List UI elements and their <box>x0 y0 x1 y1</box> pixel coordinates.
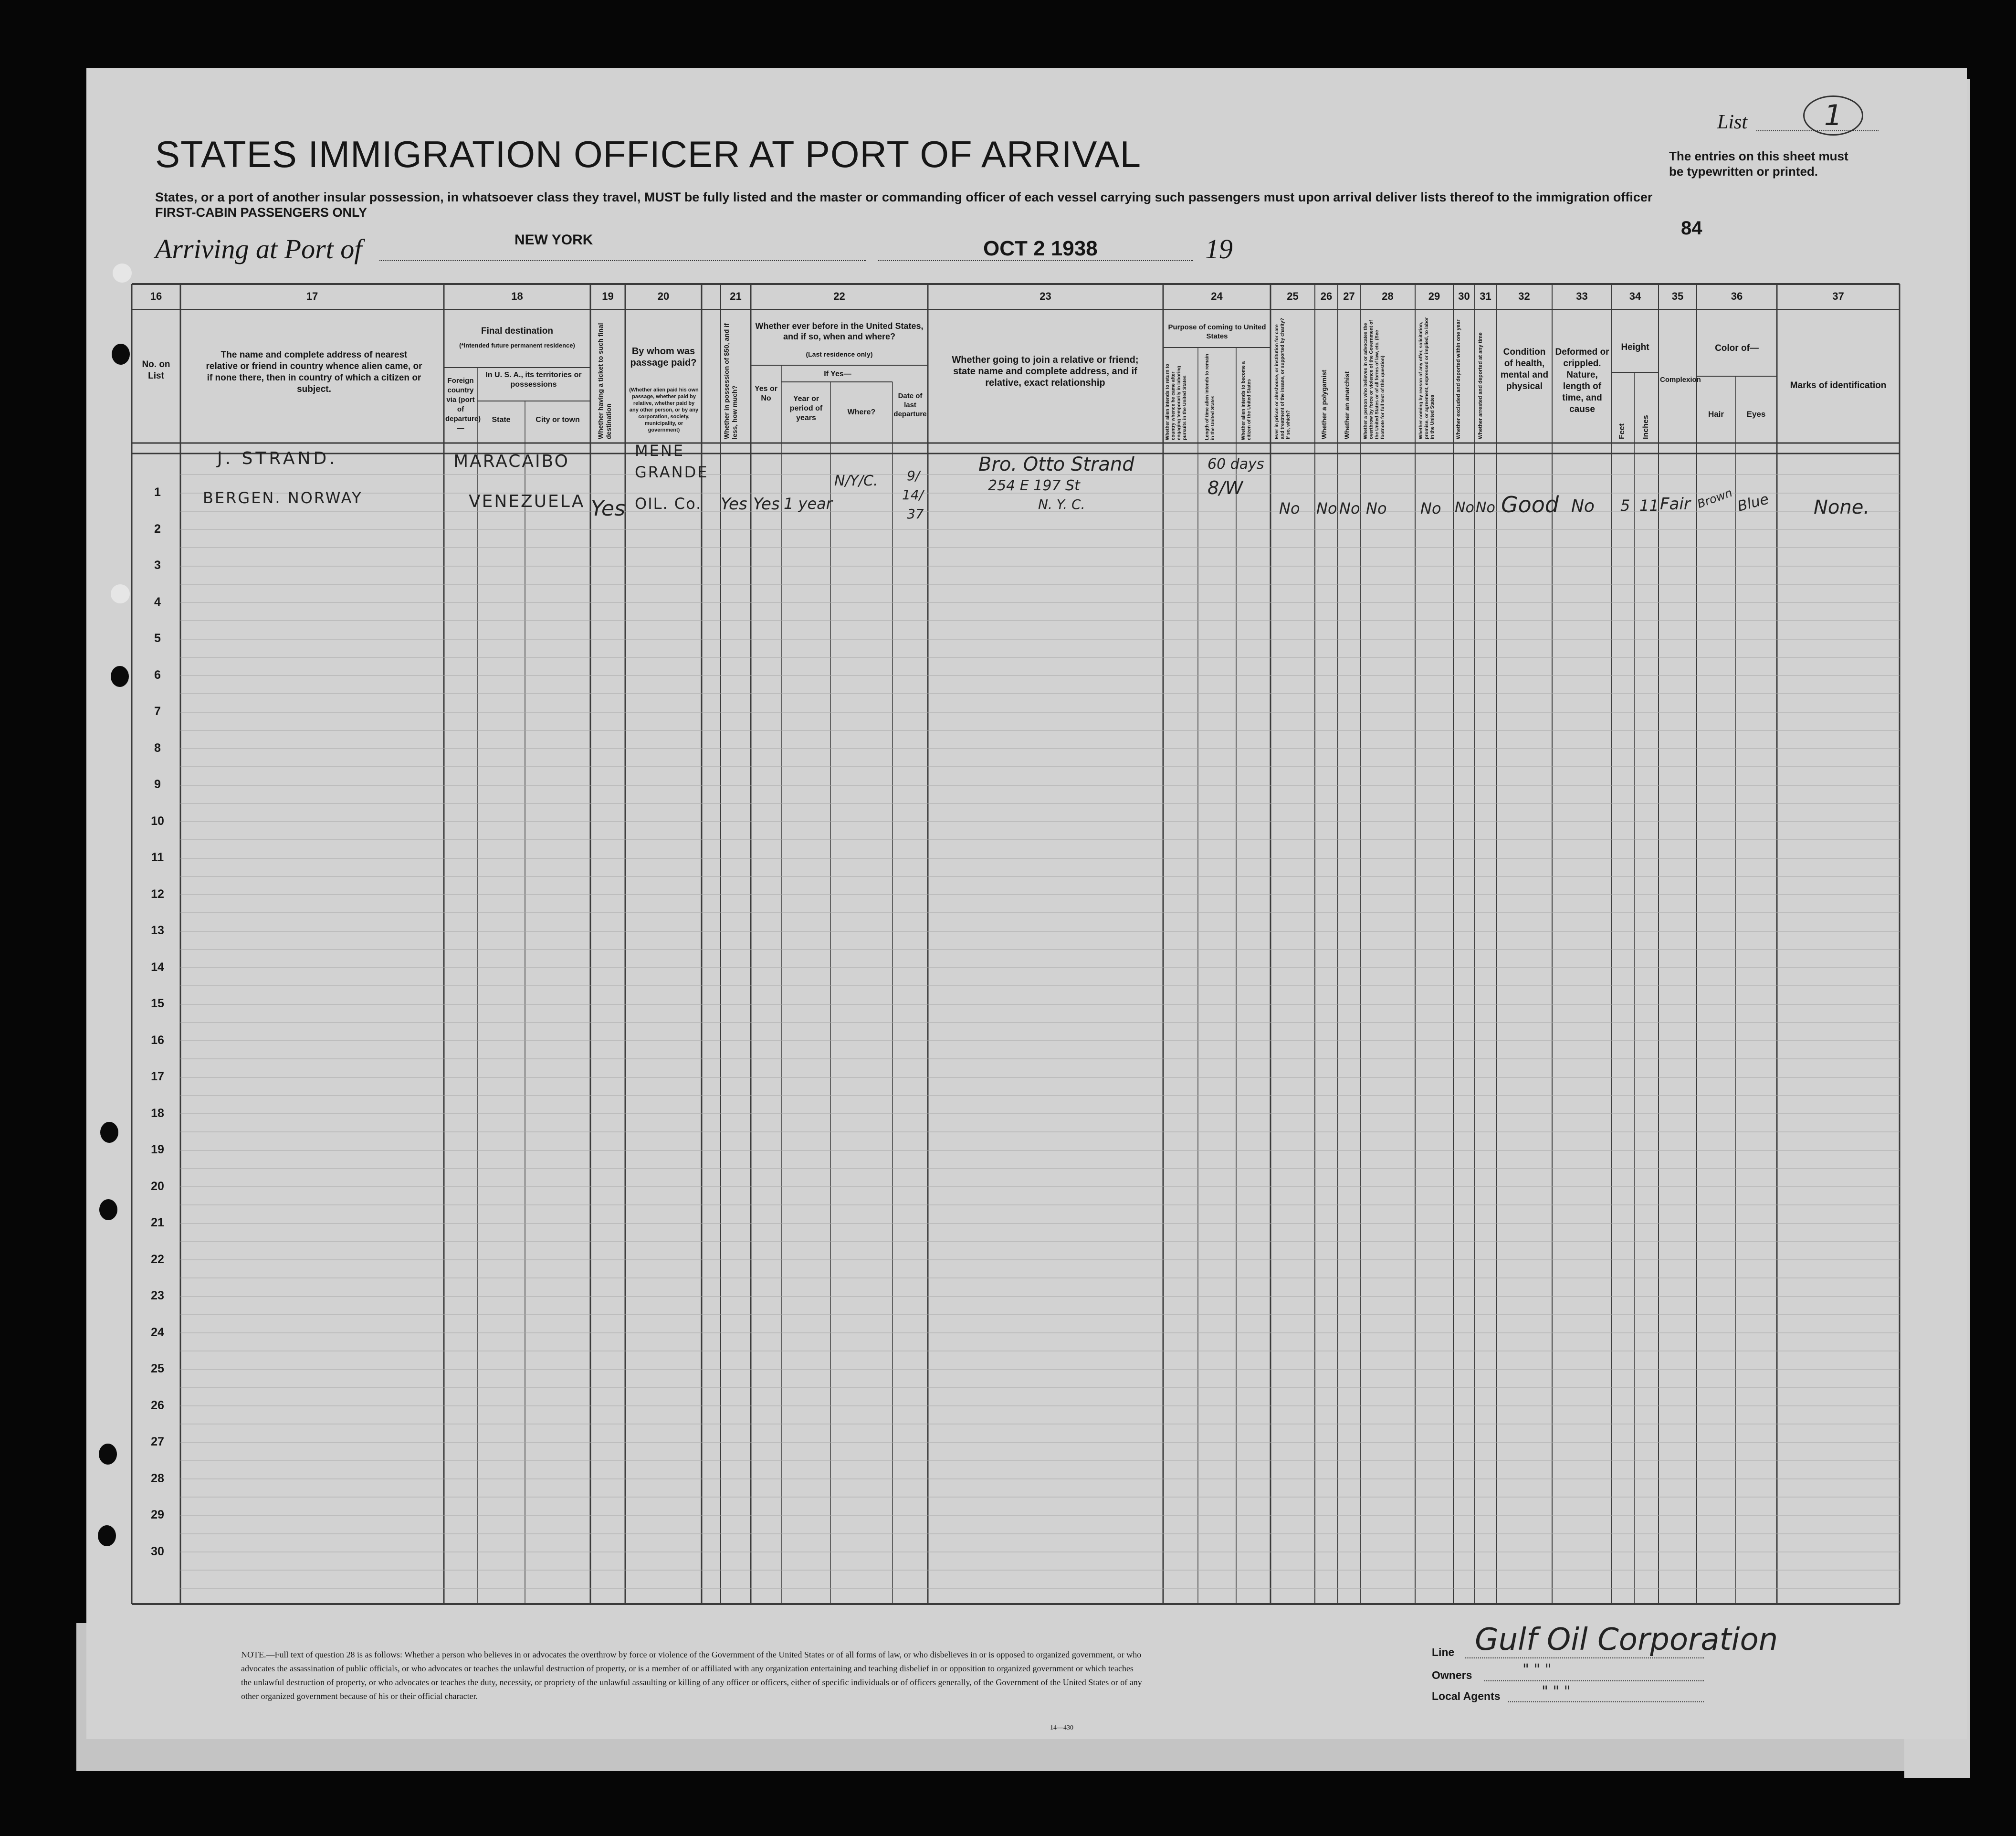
row-number: 1 <box>154 485 161 499</box>
date-departure-day: 14/ <box>902 487 924 503</box>
header-deformed: Deformed or crippled. Nature, length of time, and cause <box>1555 347 1609 414</box>
owners-rule <box>1484 1680 1704 1681</box>
col-num-22: 22 <box>833 290 845 302</box>
header-prison: Ever in prison or almshouse, or institution for care and treatment of the insane, or supported by charity? If so, which? <box>1274 318 1291 439</box>
header-passage-paid-note: (Whether alien paid his own passage, whether paid by relative, whether paid by any other person, or by any corporation, society, municipality, or government) <box>629 387 699 433</box>
col-num-31: 31 <box>1480 290 1491 302</box>
line-label: Line <box>1432 1646 1455 1658</box>
header-complexion: Complexion <box>1660 376 1701 384</box>
passage-paid-3: OIL. Co. <box>635 495 702 513</box>
col-num-28: 28 <box>1382 290 1394 302</box>
row-number: 30 <box>151 1544 164 1558</box>
relative-name: J. STRAND. <box>217 449 338 468</box>
header-passage-paid: By whom was passage paid? <box>630 346 697 368</box>
joining-relative: Bro. Otto Strand <box>978 454 1134 475</box>
row-number: 2 <box>154 522 161 536</box>
footnote-question-28: NOTE.—Full text of question 28 is as follows: Whether a person who believes in or advocates the overthrow by force or violence of the Government of the United States or of all forms of law, or who disbelieves in or is opposed to organized government, or who advocates the assassination of public officials, or who advocates or teaches the unlawful destruction of property, or is a member of or affiliated with any organization entertaining and teaching disbelief in or opposition to organized government or which teaches the unlawful destruction of property, or who advocates or teaches the duty, necessity, or propriety of the unlawful assaulting or killing of any officer or officers, either of specific individuals or of officers generally, of the Government of the United States or of any other organized government because of his or their official character. <box>241 1650 1142 1701</box>
header-arrested: Whether arrested and deported at any time <box>1478 332 1483 439</box>
height-feet: 5 <box>1620 496 1630 515</box>
date-stamp: OCT 2 1938 <box>983 237 1098 260</box>
page-number: 84 <box>1681 218 1702 239</box>
row-number: 11 <box>151 851 164 864</box>
header-overthrow: Whether a person who believes in or advocates the overthrow by force or violence of the Government of the United States or of all forms of law, etc. (See footnote for full text of this question) <box>1363 320 1386 439</box>
header-anarchist: Whether an anarchist <box>1343 371 1351 439</box>
hair-color: Brown <box>1695 485 1734 511</box>
row-number: 10 <box>151 814 164 828</box>
header-possession-50: Whether in possession of $50, and if less, how much? <box>723 323 738 439</box>
health: Good <box>1501 492 1559 517</box>
row-number: 3 <box>154 559 161 572</box>
header-relative-address: The name and complete address of nearest relative or friend in country whence alien came, or if none there, then in country of which a citizen or subject. <box>206 350 422 394</box>
deformed: No <box>1571 496 1595 516</box>
date-departure-year: 37 <box>907 506 924 522</box>
row-number: 21 <box>151 1216 164 1229</box>
row-number: 28 <box>151 1471 164 1485</box>
purpose-mark: 8/W <box>1208 477 1243 498</box>
relative-address: BERGEN. NORWAY <box>203 489 363 507</box>
form-title: STATES IMMIGRATION OFFICER AT PORT OF ARRIVAL <box>155 133 1142 175</box>
col-num-34: 34 <box>1629 290 1641 302</box>
header-inches: Inches <box>1642 415 1650 439</box>
row-number: 15 <box>151 997 164 1010</box>
form-subtitle: States, or a port of another insular possession, in whatsoever class they travel, MUST be fully listed and the master or commanding officer of each vessel carrying such passengers must upon arrival deliver lists thereof to the immigration officer <box>155 190 1653 204</box>
row-number: 29 <box>151 1508 164 1521</box>
header-offer-labor: Whether coming by reason of any offer, solicitation, promise, or agreement, expressed or implied, to labor in the United States <box>1418 317 1435 439</box>
col-num-24: 24 <box>1211 290 1223 302</box>
header-period: Year or period of years <box>789 395 823 422</box>
date-departure-month: 9/ <box>907 468 920 484</box>
row-number: 24 <box>151 1325 164 1339</box>
foreign-port: MARACAIBO <box>453 452 570 471</box>
header-foreign-country: Foreign country via (port of departure)— <box>445 377 481 433</box>
header-hair: Hair <box>1708 410 1724 419</box>
col-num-26: 26 <box>1320 290 1333 302</box>
header-yes-no: Yes or No <box>754 385 778 402</box>
row-number: 7 <box>154 705 161 718</box>
header-in-usa: In U. S. A., its territories or possessions <box>485 371 582 389</box>
header-final-destination: Final destination <box>481 326 553 336</box>
row-number: 23 <box>151 1289 164 1302</box>
height-inches: 11 <box>1639 496 1659 515</box>
passenger-class: FIRST-CABIN PASSENGERS ONLY <box>155 205 368 220</box>
header-feet: Feet <box>1618 423 1626 439</box>
row-number: 27 <box>151 1435 164 1448</box>
header-state: State <box>492 416 511 424</box>
before-in-us: Yes <box>753 495 780 514</box>
header-last-residence: (Last residence only) <box>806 350 873 358</box>
col-num-16: 16 <box>150 290 162 302</box>
header-date-departure: Date of last departure <box>893 392 927 418</box>
row-number: 13 <box>151 924 164 937</box>
col-num-30: 30 <box>1458 290 1470 302</box>
row-number: 16 <box>151 1033 164 1047</box>
local-agents-label: Local Agents <box>1432 1690 1501 1702</box>
purpose-length: 60 days <box>1208 456 1264 473</box>
col-num-21: 21 <box>730 290 742 302</box>
col-num-37: 37 <box>1832 290 1844 302</box>
col-num-17: 17 <box>306 290 318 302</box>
offer-labor: No <box>1420 499 1441 517</box>
excluded: No <box>1455 499 1474 516</box>
identification-marks: None. <box>1814 496 1870 518</box>
header-color-of: Color of— <box>1715 343 1759 353</box>
ticket: Yes <box>591 496 626 521</box>
col-num-29: 29 <box>1428 290 1440 302</box>
col-num-35: 35 <box>1671 290 1684 302</box>
row-number: 12 <box>151 887 164 901</box>
col-num-25: 25 <box>1287 290 1299 302</box>
header-no-on-list: No. on List <box>142 359 170 381</box>
row-number: 26 <box>151 1398 164 1412</box>
line-signature: Gulf Oil Corporation <box>1475 1622 1778 1657</box>
row-number: 8 <box>154 741 161 755</box>
header-join-relative: Whether going to join a relative or friend; state name and complete address, and if relative, exact relationship <box>952 355 1139 388</box>
where-before: N/Y/C. <box>834 473 878 489</box>
col-num-27: 27 <box>1343 290 1355 302</box>
col-num-18: 18 <box>511 290 523 302</box>
header-purpose-citizen: Whether alien intends to become a citizen of the United States <box>1241 361 1252 440</box>
eye-color: Blue <box>1735 491 1771 515</box>
period-years: 1 year <box>784 495 832 513</box>
list-number: 1 <box>1803 95 1863 136</box>
row-number: 9 <box>154 778 161 791</box>
header-final-destination-note: (*Intended future permanent residence) <box>459 342 575 349</box>
port-stamp: NEW YORK <box>514 232 593 248</box>
header-eyes: Eyes <box>1746 410 1766 419</box>
complexion: Fair <box>1660 495 1690 514</box>
header-health: Condition of health, mental and physical <box>1500 347 1549 391</box>
col-num-20: 20 <box>657 290 670 302</box>
row-number: 17 <box>151 1070 164 1083</box>
header-if-yes: If Yes— <box>824 370 851 378</box>
col-num-32: 32 <box>1518 290 1530 302</box>
entries-note-2: be typewritten or printed. <box>1669 164 1818 179</box>
arriving-label: Arriving at Port of <box>155 233 362 264</box>
polygamist: No <box>1316 499 1337 517</box>
row-number: 22 <box>151 1252 164 1266</box>
row-number: 4 <box>154 595 161 609</box>
joining-address: 254 E 197 St <box>988 477 1080 494</box>
row-number: 14 <box>151 960 164 974</box>
row-number: 6 <box>154 668 161 682</box>
col-num-33: 33 <box>1576 290 1588 302</box>
agents-value: " " " <box>1542 1683 1571 1700</box>
list-label: List <box>1717 111 1748 133</box>
header-polygamist: Whether a polygamist <box>1320 369 1328 439</box>
col-num-23: 23 <box>1040 290 1051 302</box>
year-prefix: 19 <box>1205 233 1233 264</box>
agents-rule <box>1508 1701 1704 1702</box>
header-purpose-return: Whether alien intends to return to country whence he came after engaging temporarily in laboring pursuits in the United States <box>1165 363 1187 440</box>
form-code: 14—430 <box>1050 1724 1073 1731</box>
arrested: No <box>1476 499 1495 516</box>
row-number: 18 <box>151 1106 164 1120</box>
owners-label: Owners <box>1432 1669 1472 1681</box>
owners-value: " " " <box>1522 1661 1552 1678</box>
row-number: 20 <box>151 1179 164 1193</box>
foreign-country: VENEZUELA <box>469 492 585 511</box>
header-ever-before: Whether ever before in the United States, and if so, when and where? <box>755 321 924 341</box>
passage-paid-2: GRANDE <box>635 463 709 481</box>
passage-paid-1: MENE <box>635 442 684 460</box>
row-number: 25 <box>151 1362 164 1375</box>
header-height: Height <box>1621 342 1649 352</box>
anarchist: No <box>1339 499 1360 517</box>
prison: No <box>1279 499 1300 517</box>
joining-city: N. Y. C. <box>1038 496 1085 512</box>
header-marks: Marks of identification <box>1790 380 1887 390</box>
overthrow: No <box>1366 499 1387 517</box>
header-where: Where? <box>847 408 876 416</box>
header-purpose: Purpose of coming to United States <box>1168 323 1266 340</box>
header-purpose-length: Length of time alien intends to remain in the United States <box>1205 354 1216 440</box>
header-ticket: Whether having a ticket to such final destination <box>597 323 612 439</box>
header-excluded: Whether excluded and deported within one year <box>1456 319 1461 439</box>
col-num-19: 19 <box>602 290 614 302</box>
entries-note-1: The entries on this sheet must <box>1669 149 1848 163</box>
col-num-36: 36 <box>1731 290 1743 302</box>
line-rule <box>1465 1657 1704 1658</box>
row-number: 5 <box>154 632 161 645</box>
header-city: City or town <box>536 416 580 424</box>
row-number: 19 <box>151 1143 164 1156</box>
has-50-dollars: Yes <box>721 495 747 514</box>
